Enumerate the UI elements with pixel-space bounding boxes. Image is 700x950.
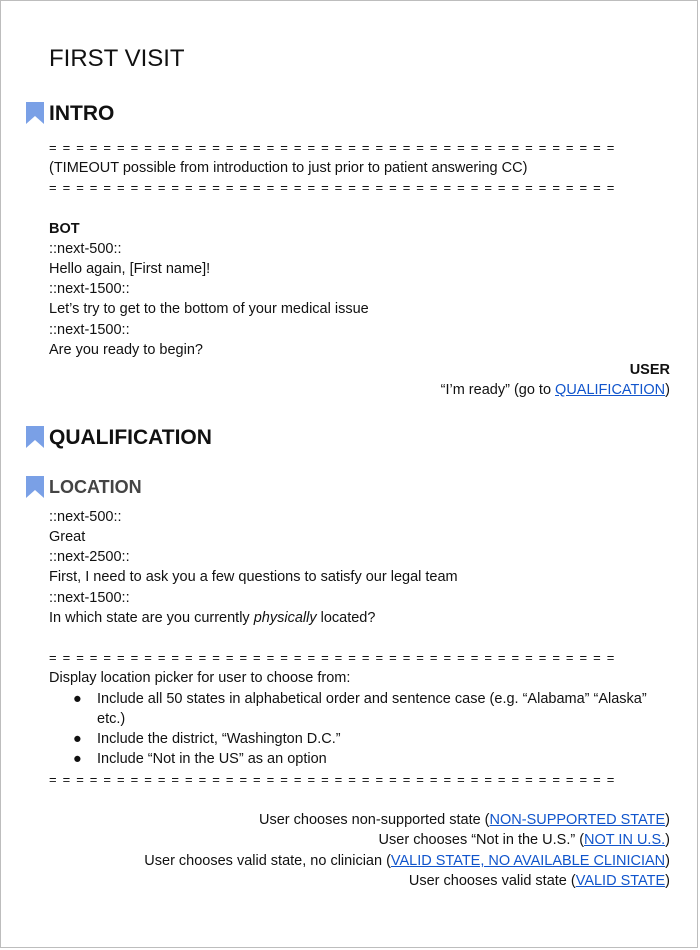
- bot-line: ::next-1500::: [49, 322, 130, 338]
- separator: = = = = = = = = = = = = = = = = = = = = = = = = = = = = = = = = = = = = = = = = = =: [49, 140, 616, 155]
- bookmark-icon[interactable]: [26, 426, 44, 448]
- outcome-suffix: ): [665, 853, 670, 869]
- outcome-row: [379, 830, 670, 850]
- outcome-prefix: User chooses valid state (: [408, 873, 576, 889]
- location-heading: LOCATION: [49, 477, 142, 497]
- outcome-prefix: User chooses valid state, no clinician (: [144, 853, 391, 869]
- outcome-prefix: User chooses “Not in the U.S.” (: [378, 832, 585, 848]
- bullet-text: Include “Not in the US” as an option: [97, 751, 327, 767]
- separator: = = = = = = = = = = = = = = = = = = = = = = = = = = = = = = = = = = = = = = = = = =: [49, 180, 616, 195]
- not-in-us-link[interactable]: NOT IN U.S.: [584, 832, 666, 848]
- qualification-link[interactable]: QUALIFICATION: [555, 382, 666, 398]
- location-question: [49, 608, 375, 628]
- user-reply-suffix: ): [665, 382, 670, 398]
- outcome-prefix: User chooses non-supported state (: [259, 812, 490, 828]
- valid-state-link[interactable]: VALID STATE: [575, 873, 666, 889]
- bullet-text: Include the district, “Washington D.C.”: [97, 731, 341, 747]
- bot-line: ::next-500::: [49, 509, 122, 525]
- list-item: [73, 729, 673, 749]
- bullet-icon: ●: [73, 731, 82, 747]
- bookmark-icon[interactable]: [26, 102, 44, 124]
- user-reply-prefix: “I’m ready” (go to: [440, 382, 556, 398]
- bot-line: Great: [49, 529, 86, 545]
- user-label: USER: [629, 362, 670, 378]
- bot-line: ::next-1500::: [49, 590, 130, 606]
- question-suffix: located?: [316, 610, 376, 626]
- bookmark-icon[interactable]: [26, 476, 44, 498]
- bot-line: Let’s try to get to the bottom of your medical issue: [49, 301, 369, 317]
- bot-line: ::next-1500::: [49, 281, 130, 297]
- list-item: [73, 689, 673, 729]
- outcome-suffix: ): [665, 832, 670, 848]
- question-prefix: In which state are you currently: [49, 610, 254, 626]
- bot-label: BOT: [49, 221, 80, 237]
- non-supported-state-link[interactable]: NON-SUPPORTED STATE: [489, 812, 666, 828]
- picker-intro: Display location picker for user to choose from:: [49, 670, 351, 686]
- bot-line: Are you ready to begin?: [49, 342, 203, 358]
- bullet-icon: ●: [73, 751, 82, 767]
- bot-line: ::next-2500::: [49, 549, 130, 565]
- list-item: [73, 749, 673, 769]
- qualification-heading: QUALIFICATION: [49, 426, 212, 449]
- intro-heading: INTRO: [49, 102, 115, 125]
- bot-line: ::next-500::: [49, 241, 122, 257]
- bot-line: First, I need to ask you a few questions to satisfy our legal team: [49, 569, 458, 585]
- outcome-row: [144, 851, 670, 871]
- user-reply: [441, 380, 670, 400]
- bot-line: Hello again, [First name]!: [49, 261, 211, 277]
- valid-state-no-clinician-link[interactable]: VALID STATE, NO AVAILABLE CLINICIAN: [390, 853, 666, 869]
- outcome-row: [409, 871, 670, 891]
- outcome-row: [259, 810, 670, 830]
- separator: = = = = = = = = = = = = = = = = = = = = = = = = = = = = = = = = = = = = = = = = = =: [49, 650, 616, 665]
- bullet-icon: ●: [73, 691, 82, 707]
- separator: = = = = = = = = = = = = = = = = = = = = = = = = = = = = = = = = = = = = = = = = = =: [49, 772, 616, 787]
- outcome-suffix: ): [665, 873, 670, 889]
- bullet-text: Include all 50 states in alphabetical order and sentence case (e.g. “Alabama” “Alaska” etc.): [97, 691, 647, 727]
- outcome-suffix: ): [665, 812, 670, 828]
- timeout-note: (TIMEOUT possible from introduction to just prior to patient answering CC): [49, 160, 528, 176]
- question-emphasis: physically: [253, 610, 317, 626]
- document-title: FIRST VISIT: [49, 45, 185, 72]
